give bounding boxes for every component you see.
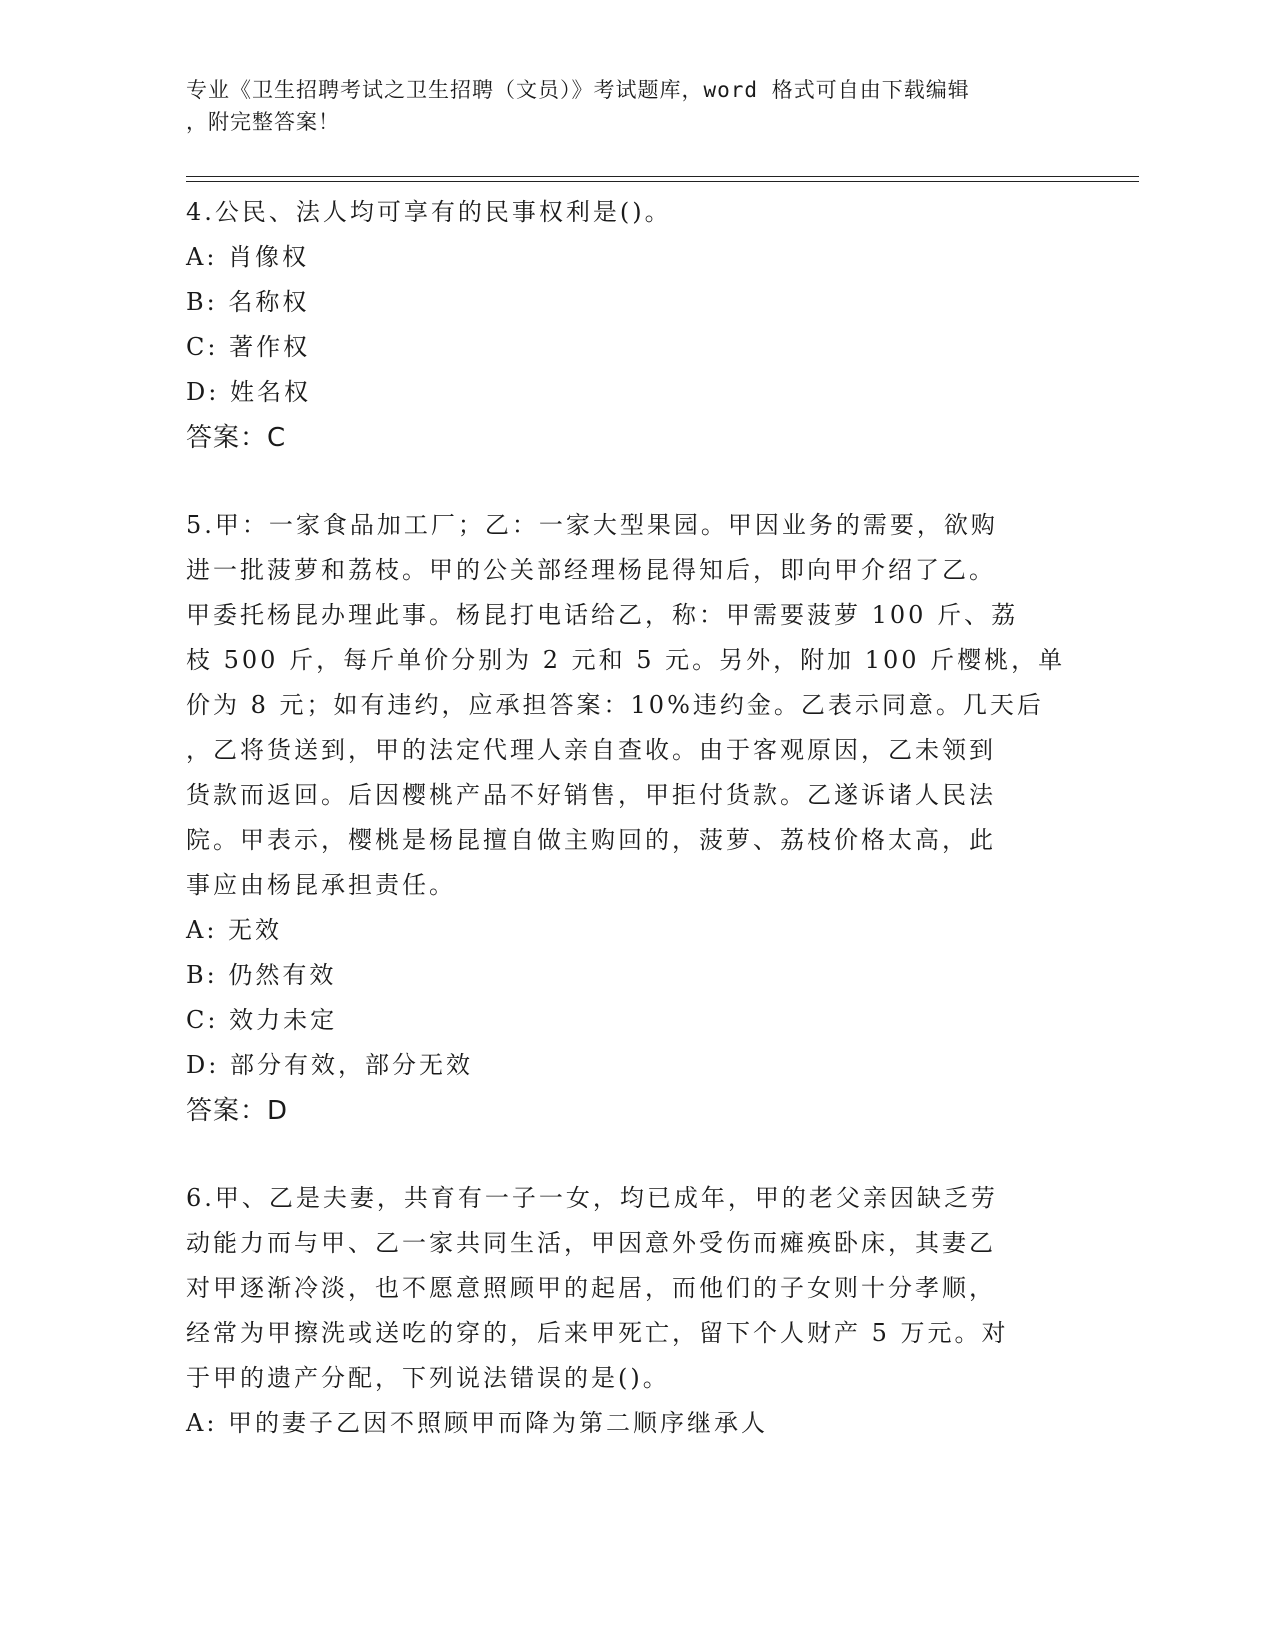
header-line-1: 专业《卫生招聘考试之卫生招聘（文员）》考试题库，word 格式可自由下载编辑 xyxy=(186,78,970,102)
question-line: 事应由杨昆承担责任。 xyxy=(186,871,456,899)
option-c: C: 效力未定 xyxy=(186,1006,338,1034)
option-d: D: 姓名权 xyxy=(186,378,311,406)
question-spacer xyxy=(186,1134,1066,1176)
option-a: A: 无效 xyxy=(186,916,283,944)
question-5 xyxy=(186,503,1066,1134)
question-line: 6.甲、乙是夫妻，共育有一子一女，均已成年，甲的老父亲因缺乏劳 xyxy=(186,1184,998,1212)
question-line: 5.甲：一家食品加工厂；乙：一家大型果园。甲因业务的需要，欲购 xyxy=(186,511,998,539)
question-text xyxy=(186,1176,1066,1401)
question-spacer xyxy=(186,461,1066,503)
question-line: 经常为甲擦洗或送吃的穿的，后来甲死亡，留下个人财产 5 万元。对 xyxy=(186,1319,1009,1347)
header-divider-bottom xyxy=(186,181,1139,182)
option-c: C: 著作权 xyxy=(186,333,311,361)
header-line-2: ，附完整答案！ xyxy=(186,110,340,134)
question-line: 4.公民、法人均可享有的民事权利是()。 xyxy=(186,198,672,226)
question-line: 动能力而与甲、乙一家共同生活，甲因意外受伤而瘫痪卧床，其妻乙 xyxy=(186,1229,996,1257)
option-a: A: 甲的妻子乙因不照顾甲而降为第二顺序继承人 xyxy=(186,1409,769,1437)
question-list xyxy=(186,190,1066,1446)
question-line: 进一批菠萝和荔枝。甲的公关部经理杨昆得知后，即向甲介绍了乙。 xyxy=(186,556,996,584)
question-line: 甲委托杨昆办理此事。杨昆打电话给乙，称：甲需要菠萝 100 斤、荔 xyxy=(186,601,1019,629)
answer-label: 答案：D xyxy=(186,1096,289,1126)
question-6 xyxy=(186,1176,1066,1446)
question-line: 货款而返回。后因樱桃产品不好销售，甲拒付货款。乙遂诉诸人民法 xyxy=(186,781,996,809)
question-4 xyxy=(186,190,1066,461)
question-text xyxy=(186,190,1066,235)
document-header xyxy=(186,74,1066,138)
question-text xyxy=(186,503,1066,908)
option-d: D: 部分有效，部分无效 xyxy=(186,1051,473,1079)
answer-label: 答案：C xyxy=(186,423,287,453)
question-line: 院。甲表示，樱桃是杨昆擅自做主购回的，菠萝、荔枝价格太高，此 xyxy=(186,826,996,854)
question-line: ，乙将货送到，甲的法定代理人亲自查收。由于客观原因，乙未领到 xyxy=(186,736,996,764)
question-line: 枝 500 斤，每斤单价分别为 2 元和 5 元。另外，附加 100 斤樱桃，单 xyxy=(186,646,1066,674)
option-a: A: 肖像权 xyxy=(186,243,310,271)
question-line: 对甲逐渐冷淡，也不愿意照顾甲的起居，而他们的子女则十分孝顺， xyxy=(186,1274,996,1302)
option-b: B: 仍然有效 xyxy=(186,961,337,989)
question-line: 于甲的遗产分配，下列说法错误的是()。 xyxy=(186,1364,670,1392)
option-b: B: 名称权 xyxy=(186,288,310,316)
header-divider-top xyxy=(186,176,1139,177)
question-line: 价为 8 元；如有违约，应承担答案：10%违约金。乙表示同意。几天后 xyxy=(186,691,1044,719)
